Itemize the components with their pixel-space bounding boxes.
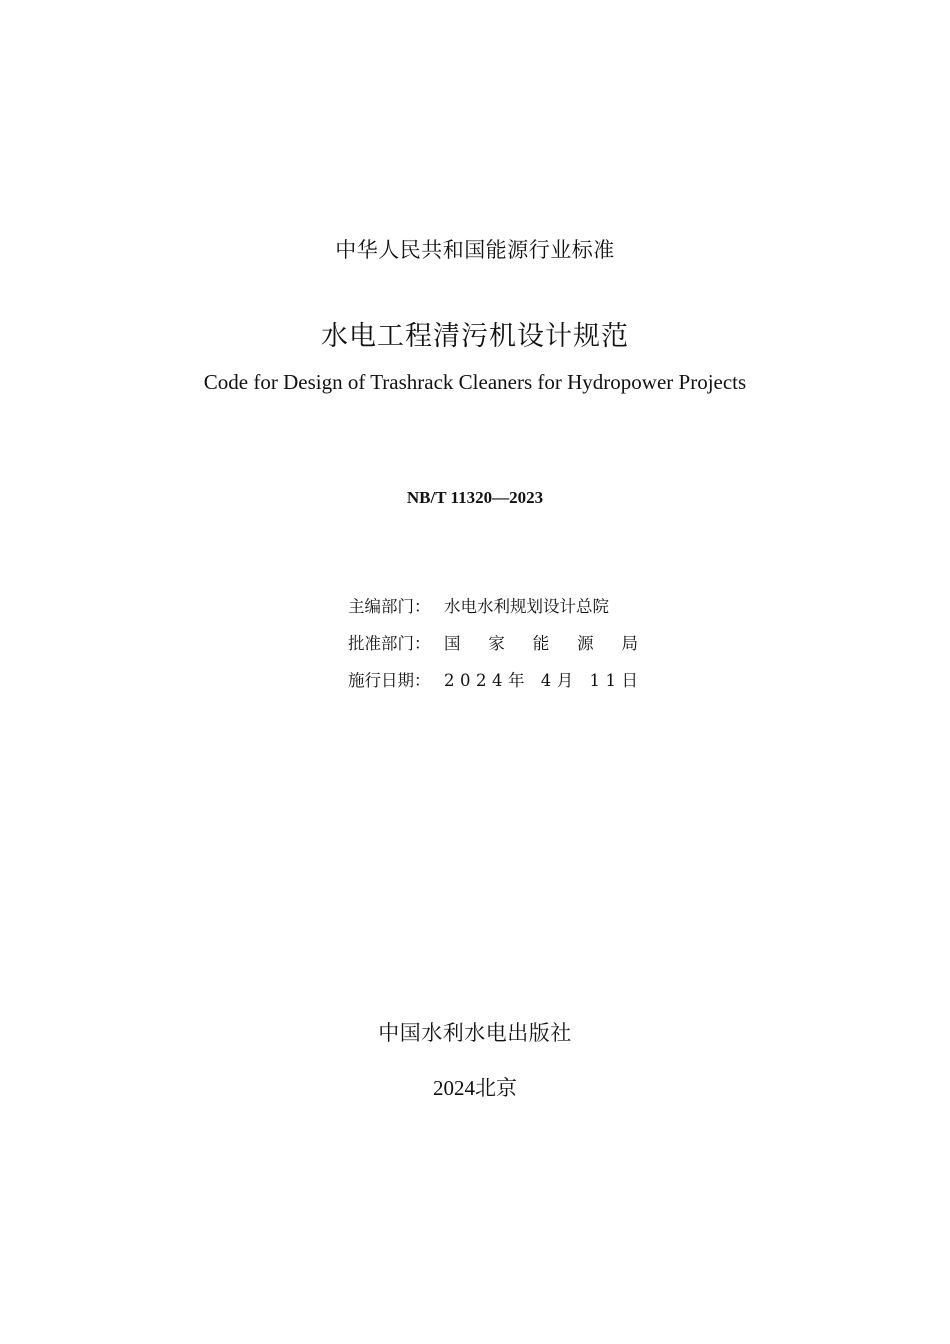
editor-value: 水电水利规划设计总院 xyxy=(444,597,609,616)
approver-row xyxy=(348,632,638,656)
standard-category: 中华人民共和国能源行业标准 xyxy=(335,238,615,262)
effective-date-value: 2024年 4月 11日 xyxy=(444,671,644,690)
approver-char: 能 xyxy=(532,634,550,653)
title-chinese: 水电工程清污机设计规范 xyxy=(321,321,629,352)
approver-label: 批准部门： xyxy=(348,634,431,653)
effective-date-row xyxy=(348,669,644,693)
standard-number: NB/T 11320—2023 xyxy=(406,488,544,507)
publication-place-year: 2024北京 xyxy=(433,1076,517,1100)
approver-char: 源 xyxy=(577,634,594,653)
approver-char: 家 xyxy=(488,634,505,653)
effective-date-label: 施行日期： xyxy=(348,671,431,690)
editor-label: 主编部门： xyxy=(348,597,431,616)
approver-value xyxy=(444,632,638,656)
title-english: Code for Design of Trashrack Cleaners for Hydropower Projects xyxy=(203,370,747,394)
publisher: 中国水利水电出版社 xyxy=(378,1021,572,1045)
editor-row xyxy=(348,595,638,619)
approver-char: 局 xyxy=(621,634,638,653)
approver-char: 国 xyxy=(444,634,461,653)
